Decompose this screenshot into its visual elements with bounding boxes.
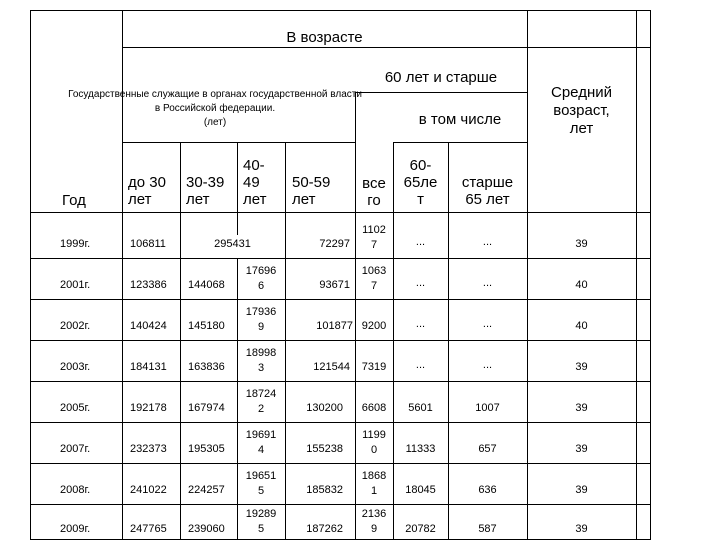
cell-30-39: 195305 xyxy=(188,443,225,455)
cell-60-65: 5601 xyxy=(408,402,433,414)
cell-avg-age: 39 xyxy=(575,402,588,414)
cell-50-59: 93671 xyxy=(319,279,350,291)
row-divider-2 xyxy=(30,299,650,300)
cell-total: 1868 1 xyxy=(361,470,387,497)
cell-50-59: 101877 xyxy=(316,320,353,332)
cell-30-49: 295431 xyxy=(214,238,251,250)
cell-over65: ... xyxy=(482,236,493,248)
header-50-59: 50-59 лет xyxy=(292,174,331,208)
cell-60-65: 11333 xyxy=(405,443,436,455)
cell-under30: 123386 xyxy=(130,279,167,291)
header-divider-age xyxy=(122,47,650,48)
cell-30-39: 144068 xyxy=(188,279,225,291)
cell-avg-age: 39 xyxy=(575,484,588,496)
cell-30-39: 224257 xyxy=(188,484,225,496)
cell-60-65: ... xyxy=(415,359,426,371)
cell-60-65: ... xyxy=(415,318,426,330)
cell-under30: 184131 xyxy=(130,361,167,373)
header-under30: до 30 лет xyxy=(128,174,166,208)
cell-50-59: 130200 xyxy=(306,402,343,414)
cell-30-39: 163836 xyxy=(188,361,225,373)
row-divider-3 xyxy=(30,340,650,341)
cell-under30: 140424 xyxy=(130,320,167,332)
header-over60: 60 лет и старше xyxy=(384,69,498,86)
cell-40-49: 19651 5 xyxy=(245,470,277,497)
cell-avg-age: 39 xyxy=(575,443,588,455)
header-bottom xyxy=(30,212,650,213)
cell-over65: 587 xyxy=(478,523,497,535)
cell-avg-age: 39 xyxy=(575,523,588,535)
cell-total: 1063 7 xyxy=(361,265,387,292)
cell-50-59: 185832 xyxy=(306,484,343,496)
cell-avg-age: 39 xyxy=(575,361,588,373)
cell-under30: 232373 xyxy=(130,443,167,455)
header-40-49: 40- 49 лет xyxy=(243,157,267,208)
col-divider-right-inner xyxy=(636,10,637,540)
cell-40-49: 17696 6 xyxy=(245,265,277,292)
cell-40-49: 17936 9 xyxy=(245,306,277,333)
cell-under30: 106811 xyxy=(130,238,166,250)
cell-total: 7319 xyxy=(361,361,387,373)
cell-30-39: 145180 xyxy=(188,320,225,332)
cell-40-49: 19289 5 xyxy=(245,508,277,535)
cell-total: 2136 9 xyxy=(361,508,387,535)
header-30-39: 30-39 лет xyxy=(186,174,225,208)
cell-50-59: 155238 xyxy=(306,443,343,455)
cell-30-39: 239060 xyxy=(188,523,225,535)
cell-year: 1999г. xyxy=(60,238,91,250)
cell-over65: 1007 xyxy=(475,402,500,414)
header-over65: старше 65 лет xyxy=(461,174,514,208)
table-caption: Государственные служащие в органах государственной власти в Российской федерации. (лет) xyxy=(68,89,362,128)
cell-year: 2008г. xyxy=(60,484,91,496)
cell-40-49: 18998 3 xyxy=(245,347,277,374)
header-age: В возрасте xyxy=(286,29,363,46)
cell-50-59: 187262 xyxy=(306,523,343,535)
border-right xyxy=(650,10,651,540)
row-divider-4 xyxy=(30,381,650,382)
cell-avg-age: 40 xyxy=(575,320,588,332)
row-divider-6 xyxy=(30,463,650,464)
cell-total: 6608 xyxy=(361,402,387,414)
cell-60-65: ... xyxy=(415,236,426,248)
header-year: Год xyxy=(62,192,86,209)
row-divider-1 xyxy=(30,258,650,259)
header-avg-age: Средний возраст, лет xyxy=(551,84,612,137)
cell-30-39: 167974 xyxy=(188,402,225,414)
cell-over65: ... xyxy=(482,277,493,289)
cell-50-59: 121544 xyxy=(313,361,350,373)
cell-over65: ... xyxy=(482,359,493,371)
cell-year: 2005г. xyxy=(60,402,91,414)
header-including: в том числе xyxy=(418,111,502,128)
cell-under30: 247765 xyxy=(130,523,167,535)
cell-60-65: 18045 xyxy=(405,484,436,496)
row-divider-5 xyxy=(30,422,650,423)
cell-year: 2003г. xyxy=(60,361,91,373)
cell-under30: 241022 xyxy=(130,484,167,496)
cell-avg-age: 39 xyxy=(575,238,588,250)
cell-total: 1199 0 xyxy=(362,429,386,456)
cell-avg-age: 40 xyxy=(575,279,588,291)
col-divider-u30 xyxy=(180,142,181,540)
cell-40-49: 19691 4 xyxy=(245,429,277,456)
cell-year: 2002г. xyxy=(60,320,91,332)
row-divider-7 xyxy=(30,504,650,505)
header-divider-age-groups xyxy=(122,142,355,143)
cell-60-65: 20782 xyxy=(405,523,436,535)
cell-year: 2009г. xyxy=(60,523,91,535)
cell-over65: 636 xyxy=(478,484,497,496)
cell-year: 2007г. xyxy=(60,443,91,455)
header-60-65: 60- 65ле т xyxy=(403,157,438,208)
col-divider-a30 xyxy=(237,142,238,235)
cell-year: 2001г. xyxy=(60,279,91,291)
cell-over65: ... xyxy=(482,318,493,330)
col-divider-a40 xyxy=(285,142,286,540)
cell-60-65: ... xyxy=(415,277,426,289)
header-total: все го xyxy=(362,175,386,209)
cell-40-49: 18724 2 xyxy=(245,388,277,415)
cell-under30: 192178 xyxy=(130,402,167,414)
cell-total: 1102 7 xyxy=(362,224,386,251)
cell-total: 9200 xyxy=(361,320,387,332)
border-top xyxy=(30,10,650,11)
header-divider-including xyxy=(393,142,527,143)
cell-50-59: 72297 xyxy=(319,238,350,250)
cell-over65: 657 xyxy=(478,443,497,455)
